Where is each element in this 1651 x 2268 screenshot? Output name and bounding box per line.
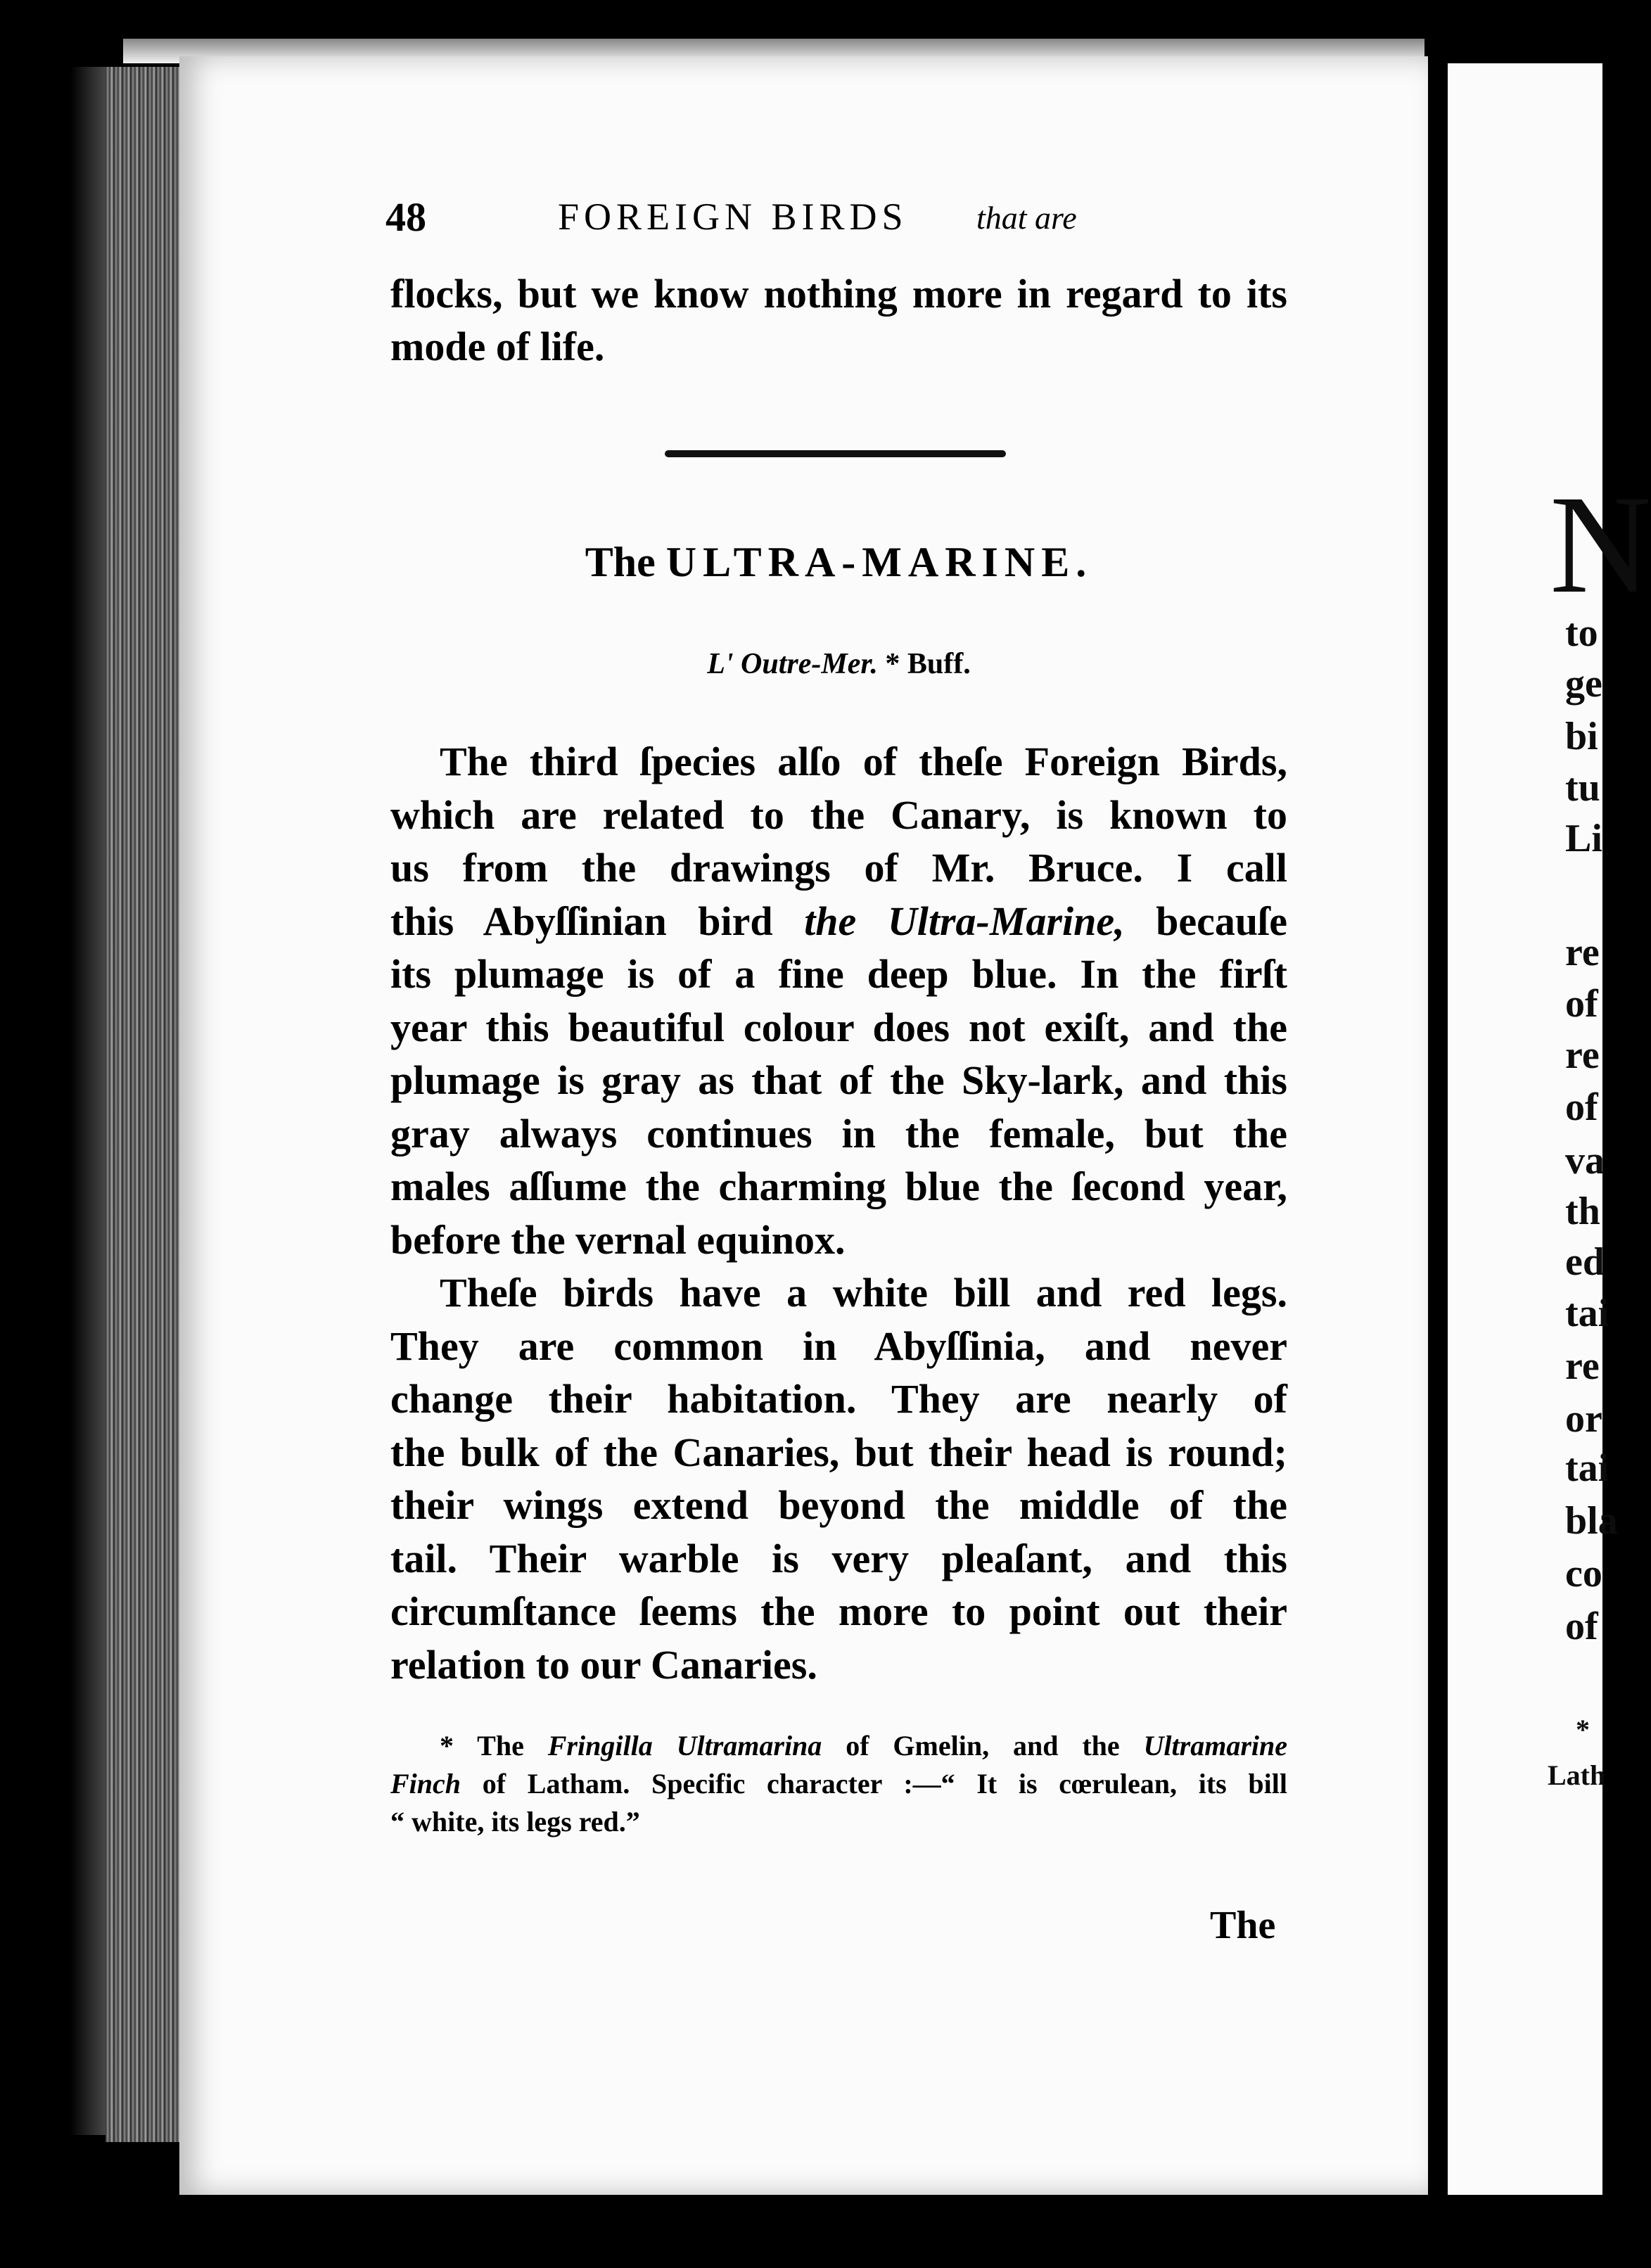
paragraph-2 [390,1266,1287,1691]
continuation-paragraph: flocks, but we know nothing more in regard to its mode of life. [390,271,1287,369]
facing-line-fragment: Li [1565,817,1602,860]
subtitle-name: L' Outre-Mer. [707,648,878,680]
footnote-line [390,1765,1287,1803]
facing-footnote-fragment: Lath [1548,1759,1606,1791]
section-subtitle [390,647,1287,681]
text-line: year this beautiful colour does not exiſt, and the [390,1004,1287,1050]
facing-line-fragment: of [1565,1605,1598,1648]
text-segment: of Latham. Specific character :—“ It is cœrulean, its bill [482,1768,1288,1799]
text-line: Theſe birds have a white bill and red legs. [440,1270,1287,1315]
text-line: circumſtance ſeems the more to point out their [390,1588,1287,1634]
text-segment: this Abyſſinian bird [390,898,773,944]
subtitle-author: Buff. [907,648,971,680]
text-line: which are related to the Canary, is known to [390,791,1287,838]
running-head-italic: that are [976,200,1077,236]
text-line: relation to our Canaries. [390,1641,817,1688]
italic-term: the Ultra-Marine, [804,898,1125,944]
facing-line-fragment: re [1565,1033,1600,1077]
text-line: plumage is gray as that of the Sky-lark, and this [390,1057,1287,1103]
text-line: The third ſpecies alſo of theſe Foreign Birds, [440,739,1287,784]
text-line: tail. Their warble is very pleaſant, and this [390,1535,1287,1581]
facing-line-fragment: co [1565,1552,1602,1595]
facing-line-fragment: of [1565,982,1598,1026]
drop-cap-fragment: N [1550,467,1651,623]
text-line: change their habitation. They are nearly of [390,1376,1287,1422]
text-line: us from the drawings of Mr. Bruce. I call [390,845,1287,891]
running-head: FOREIGN BIRDS [558,196,908,238]
text-line: males aſſume the charming blue the ſecond year, [390,1164,1287,1209]
italic-term: Fringilla Ultramarina [547,1730,822,1761]
footnote [390,1727,1287,1841]
facing-line-fragment: ge [1565,662,1602,706]
facing-line-fragment: bla [1565,1499,1618,1543]
facing-line-fragment: ed [1565,1240,1605,1284]
facing-line-fragment: bi [1565,715,1598,758]
facing-line-fragment: to [1565,611,1598,655]
facing-line-fragment: re [1565,1344,1600,1388]
title-prefix: The [585,539,656,585]
facing-line-fragment: tai [1565,1292,1609,1335]
footnote-mark: * [440,1730,454,1761]
running-header [385,193,1279,243]
text-line: gray always continues in the female, but the [390,1110,1287,1157]
text-segment: becauſe [1156,898,1288,944]
facing-line-fragment: tu [1565,766,1600,810]
text-line: its plumage is of a fine deep blue. In the firſt [390,951,1287,997]
text-line: the bulk of the Canaries, but their head is round; [390,1429,1287,1475]
facing-line-fragment: tai [1565,1446,1609,1490]
paragraph-1 [390,735,1287,1266]
facing-line-fragment: of [1565,1085,1598,1129]
text-line: They are common in Abyſſinia, and never [390,1323,1287,1369]
page-number: 48 [385,194,426,240]
italic-term: Finch [390,1768,461,1799]
facing-line-fragment: va [1565,1139,1605,1183]
text-line [390,895,1287,948]
footnote-mark: * [885,648,900,680]
page-stack-edge [106,67,183,2142]
text-line: their wings extend beyond the middle of the [390,1482,1287,1528]
text-line: before the vernal equinox. [390,1216,846,1263]
text-segment: The [477,1730,524,1761]
facing-line-fragment: re [1565,931,1600,974]
footnote-line: “ white, its legs red.” [390,1806,640,1837]
section-title [390,538,1287,587]
title-main: ULTRA-MARINE. [665,539,1093,585]
facing-line-fragment: or [1565,1397,1602,1441]
facing-footnote-mark: * [1576,1714,1590,1745]
italic-term: Ultramarine [1143,1730,1288,1761]
section-divider [665,450,1006,457]
facing-line-fragment: th [1565,1190,1600,1233]
footnote-line [390,1727,1287,1765]
text-segment: of Gmelin, and the [846,1730,1120,1761]
catchword: The [1210,1904,1276,1947]
